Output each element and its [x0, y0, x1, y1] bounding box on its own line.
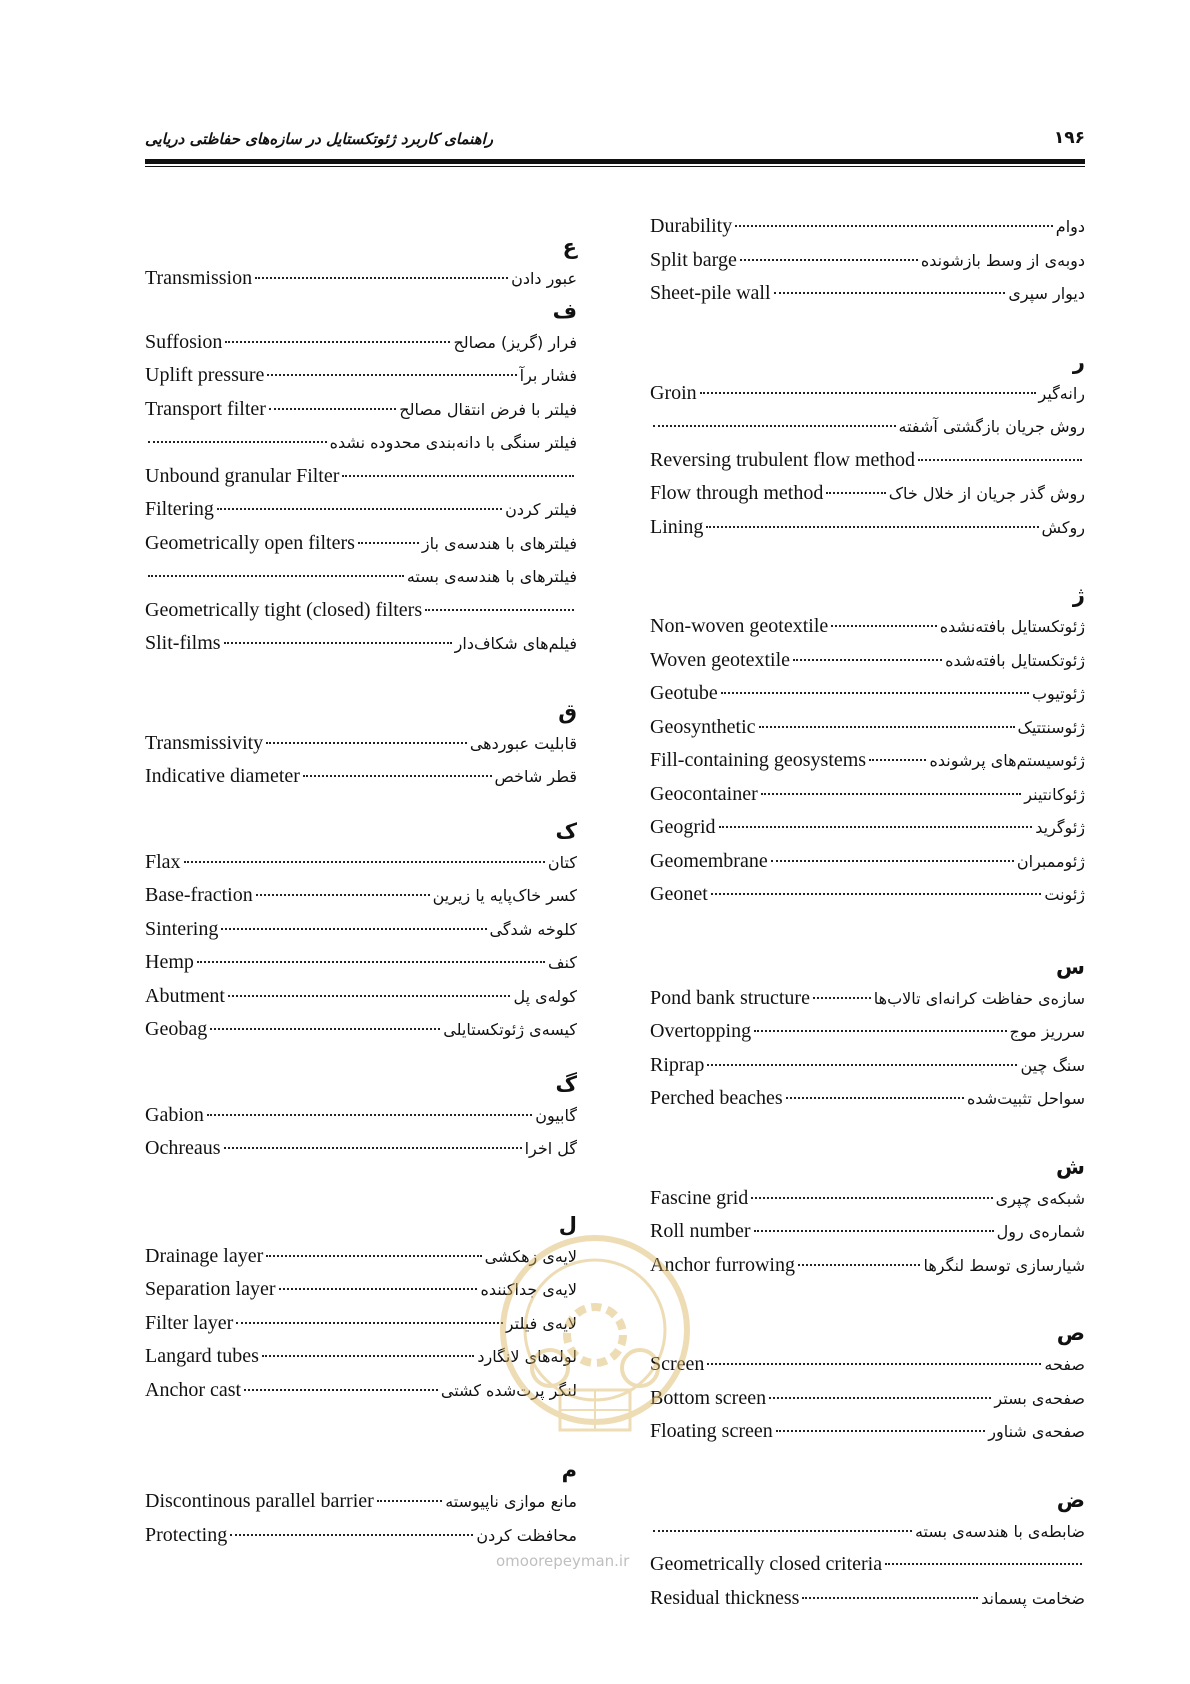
entry-english: Fill-containing geosystems — [650, 749, 867, 771]
entry-persian: ژئوسیستم‌های پرشونده — [929, 751, 1085, 770]
entry-english: Geotube — [650, 682, 718, 704]
entry-persian: لایه‌ی فیلتر — [505, 1313, 577, 1333]
leader-dots — [700, 391, 1036, 394]
section-letter: ق — [558, 699, 577, 724]
entry-english: Woven geotextile — [650, 648, 791, 671]
entry-english: Discontinous parallel barrier — [145, 1490, 374, 1512]
section-spacer — [145, 794, 577, 816]
entry-english: Roll number — [650, 1220, 751, 1242]
entry-persian: فیلترهای با هندسه‌ی باز — [421, 533, 577, 553]
entry-persian: فیلم‌های شکاف‌دار — [454, 634, 577, 653]
glossary-entry — [145, 1240, 577, 1274]
entry-persian: کتان — [547, 852, 577, 872]
leader-dots — [269, 407, 396, 410]
glossary-entry — [650, 1348, 1085, 1382]
entry-persian: عبور دادن — [511, 269, 577, 288]
entry-english: Geometrically tight (closed) filters — [145, 598, 423, 621]
glossary-entry — [145, 627, 577, 661]
entry-english: Transmissivity — [145, 731, 264, 754]
leader-dots — [255, 276, 508, 279]
glossary-entry — [145, 1485, 577, 1519]
glossary-entry — [650, 1582, 1085, 1616]
leader-dots — [148, 574, 404, 577]
entry-english: Perched beaches — [650, 1087, 783, 1109]
glossary-section — [650, 1449, 1085, 1616]
section-letter: ک — [555, 818, 577, 843]
entry-persian: ژئونت — [1044, 885, 1085, 904]
leader-dots — [707, 1362, 1041, 1365]
entry-english: Suffosion — [145, 330, 223, 353]
glossary-column-right — [650, 210, 1085, 1615]
glossary-entry — [145, 393, 577, 427]
section-spacer — [650, 311, 1085, 347]
glossary-section — [145, 1166, 577, 1408]
glossary-section — [650, 1282, 1085, 1449]
leader-dots — [793, 658, 942, 661]
glossary-entry — [145, 846, 577, 880]
entry-persian: فیلتر کردن — [505, 500, 577, 519]
entry-persian: دیوار سپری — [1008, 284, 1085, 303]
glossary-entry — [145, 527, 577, 561]
glossary-entry — [650, 1382, 1085, 1416]
entry-english: Hemp — [145, 951, 194, 973]
glossary-section — [650, 210, 1085, 311]
entry-persian: ضخامت پسماند — [981, 1588, 1085, 1608]
glossary-entry — [145, 980, 577, 1014]
section-letter: م — [561, 1458, 577, 1482]
entry-english: Filtering — [145, 498, 214, 520]
glossary-section — [650, 1116, 1085, 1283]
glossary-entry — [650, 677, 1085, 711]
glossary-entry — [650, 1548, 1085, 1582]
leader-dots — [831, 624, 936, 627]
leader-dots — [653, 424, 896, 427]
leader-dots — [798, 1263, 921, 1266]
glossary-entry — [145, 1013, 577, 1047]
glossary-section — [145, 296, 577, 661]
section-letter: گ — [555, 1071, 577, 1096]
leader-dots — [826, 491, 885, 494]
entry-persian: ژئوتکستایل بافته‌نشده — [939, 617, 1085, 636]
entry-english: Geosynthetic — [650, 715, 756, 738]
glossary-entry — [650, 210, 1085, 244]
entry-persian: روش گذر جریان از خلال خاک — [888, 484, 1085, 503]
entry-english: Separation layer — [145, 1278, 276, 1300]
leader-dots — [224, 641, 452, 644]
leader-dots — [266, 741, 467, 744]
header-rule-thin — [145, 166, 1085, 167]
leader-dots — [776, 1429, 985, 1432]
glossary-entry — [145, 426, 577, 460]
glossary-entry — [145, 1132, 577, 1166]
entry-persian: سازه‌ی حفاظت کرانه‌ای تالاب‌ها — [873, 988, 1085, 1008]
entry-english: Transmission — [145, 267, 253, 289]
glossary-entry — [650, 982, 1085, 1016]
entry-english: Anchor cast — [145, 1378, 242, 1401]
section-letter: ش — [1056, 1154, 1085, 1179]
entry-persian: فیلتر با فرض انتقال مصالح — [399, 399, 577, 419]
section-letter: ژ — [1072, 583, 1085, 607]
glossary-section — [650, 912, 1085, 1116]
section-spacer — [145, 1166, 577, 1210]
entry-persian: فیلتر سنگی با دانه‌بندی محدوده نشده — [329, 433, 577, 452]
entry-english: Slit-films — [145, 632, 221, 654]
leader-dots — [721, 691, 1029, 694]
entry-english: Indicative diameter — [145, 765, 300, 787]
leader-dots — [918, 458, 1082, 461]
glossary-entry — [145, 359, 577, 393]
glossary-entry — [650, 644, 1085, 678]
entry-english: Drainage layer — [145, 1244, 264, 1267]
section-letter: ع — [562, 235, 577, 259]
leader-dots — [425, 608, 574, 611]
entry-english: Sintering — [145, 917, 219, 940]
glossary-entry — [145, 1374, 577, 1408]
entry-persian: ژئوتیوب — [1031, 684, 1085, 703]
header-rule-thick — [145, 159, 1085, 164]
leader-dots — [869, 758, 926, 761]
leader-dots — [184, 860, 545, 863]
entry-english: Gabion — [145, 1103, 204, 1126]
section-letter: س — [1056, 954, 1085, 979]
glossary-entry — [145, 913, 577, 947]
watermark-site: omoorepeyman.ir — [496, 1552, 630, 1570]
entry-persian: گابیون — [535, 1105, 577, 1125]
leader-dots — [377, 1499, 442, 1502]
glossary-section — [145, 1047, 577, 1166]
entry-english: Split barge — [650, 248, 737, 271]
section-spacer — [650, 1116, 1085, 1152]
entry-persian: دوبه‌ی از وسط بازشونده — [920, 250, 1085, 270]
glossary-entry — [145, 560, 577, 594]
glossary-section — [145, 794, 577, 1047]
entry-persian: دوام — [1055, 217, 1085, 236]
entry-english: Residual thickness — [650, 1586, 800, 1609]
glossary-entry — [650, 410, 1085, 444]
glossary-column-left — [145, 210, 577, 1552]
entry-english: Abutment — [145, 984, 225, 1007]
entry-english: Unbound granular Filter — [145, 464, 340, 487]
glossary-entry — [650, 1015, 1085, 1049]
leader-dots — [236, 1321, 502, 1324]
entry-english: Pond bank structure — [650, 986, 810, 1009]
leader-dots — [244, 1388, 438, 1391]
glossary-entry — [650, 511, 1085, 545]
entry-english: Durability — [650, 215, 733, 237]
entry-persian: لایه‌ی زهکشی — [484, 1246, 577, 1266]
leader-dots — [230, 1533, 473, 1536]
glossary-entry — [145, 946, 577, 980]
leader-dots — [210, 1027, 440, 1030]
entry-english: Groin — [650, 381, 697, 404]
entry-english: Transport filter — [145, 397, 266, 420]
entry-persian: گل اخرا — [524, 1139, 577, 1158]
glossary-entry — [650, 1049, 1085, 1083]
leader-dots — [228, 994, 510, 997]
entry-english: Geonet — [650, 883, 708, 905]
entry-english: Anchor furrowing — [650, 1253, 795, 1276]
glossary-entry — [650, 711, 1085, 745]
glossary-entry — [145, 326, 577, 360]
leader-dots — [148, 440, 327, 443]
entry-persian: لنگر پرت‌شده کشتی — [440, 1380, 577, 1400]
entry-english: Geocontainer — [650, 782, 758, 805]
section-spacer — [145, 661, 577, 697]
leader-dots — [267, 373, 516, 376]
glossary-entry — [145, 594, 577, 628]
entry-persian: صفحه‌ی شناور — [988, 1422, 1085, 1441]
glossary-entry — [650, 610, 1085, 644]
entry-english: Uplift pressure — [145, 364, 265, 386]
entry-persian: محافظت کردن — [476, 1525, 577, 1545]
entry-persian: شیارسازی توسط لنگرها — [923, 1255, 1085, 1275]
entry-persian: سرریز موج — [1009, 1022, 1085, 1041]
section-spacer — [650, 1449, 1085, 1485]
leader-dots — [358, 541, 419, 544]
glossary-entry — [145, 1519, 577, 1553]
section-letter: ف — [552, 298, 577, 323]
entry-english: Riprap — [650, 1053, 705, 1076]
entry-persian: فیلترهای با هندسه‌ی بسته — [406, 567, 577, 586]
leader-dots — [754, 1029, 1006, 1032]
glossary-entry — [145, 760, 577, 794]
glossary-entry — [145, 460, 577, 494]
entry-persian: کیسه‌ی ژئوتکستایلی — [443, 1020, 577, 1039]
page-number: ۱۹۶ — [1053, 128, 1085, 148]
glossary-entry — [650, 377, 1085, 411]
entry-persian: رانه‌گیر — [1038, 383, 1085, 403]
entry-english: Non-woven geotextile — [650, 615, 829, 637]
section-spacer — [650, 912, 1085, 952]
entry-persian: شماره‌ی رول — [996, 1222, 1085, 1241]
glossary-entry — [145, 879, 577, 913]
entry-persian: قطر شاخص — [494, 767, 577, 786]
section-spacer — [650, 1282, 1085, 1318]
leader-dots — [719, 825, 1033, 828]
entry-english: Reversing trubulent flow method — [650, 448, 915, 471]
glossary-section — [145, 210, 577, 296]
entry-persian: فرار (گریز) مصالح — [453, 332, 577, 352]
glossary-entry — [650, 878, 1085, 912]
leader-dots — [769, 1396, 991, 1399]
leader-dots — [342, 474, 574, 477]
glossary-section — [145, 661, 577, 794]
leader-dots — [761, 792, 1022, 795]
entry-english: Bottom screen — [650, 1386, 767, 1409]
glossary-entry — [650, 1082, 1085, 1116]
entry-persian: کنف — [547, 953, 577, 972]
glossary-entry — [650, 277, 1085, 311]
glossary-entry — [650, 1415, 1085, 1449]
entry-persian: ضابطه‌ی با هندسه‌ی بسته — [914, 1521, 1085, 1541]
section-letter: ض — [1056, 1487, 1085, 1512]
entry-english: Floating screen — [650, 1420, 773, 1442]
leader-dots — [225, 340, 450, 343]
entry-english: Sheet-pile wall — [650, 282, 771, 304]
glossary-section — [650, 311, 1085, 545]
leader-dots — [735, 224, 1053, 227]
section-letter: ر — [1072, 349, 1085, 374]
entry-persian: روش جریان بازگشتی آشفته — [898, 417, 1085, 436]
leader-dots — [207, 1113, 532, 1116]
entry-english: Fascine grid — [650, 1186, 749, 1209]
leader-dots — [786, 1096, 964, 1099]
glossary-entry — [650, 1182, 1085, 1216]
entry-persian: صفحه‌ی بستر — [994, 1388, 1085, 1408]
glossary-entry — [145, 1099, 577, 1133]
glossary-entry — [650, 778, 1085, 812]
entry-english: Geometrically open filters — [145, 531, 355, 554]
leader-dots — [706, 525, 1038, 528]
glossary-entry — [650, 1249, 1085, 1283]
glossary-entry — [650, 244, 1085, 278]
glossary-entry — [650, 1215, 1085, 1249]
entry-persian: لوله‌های لانگارد — [477, 1347, 577, 1366]
leader-dots — [256, 893, 430, 896]
entry-persian: سواحل تثبیت‌شده — [966, 1089, 1085, 1108]
glossary-entry — [145, 1273, 577, 1307]
entry-persian: صفحه — [1044, 1355, 1085, 1374]
entry-english: Base-fraction — [145, 884, 253, 906]
leader-dots — [217, 507, 502, 510]
section-letter: ص — [1056, 1321, 1085, 1345]
leader-dots — [774, 291, 1006, 294]
leader-dots — [885, 1562, 1082, 1565]
entry-english: Flow through method — [650, 482, 824, 504]
leader-dots — [771, 859, 1014, 862]
glossary-section — [650, 544, 1085, 912]
glossary-entry — [650, 477, 1085, 511]
entry-persian: کوله‌ی پل — [513, 986, 577, 1006]
entry-english: Ochreaus — [145, 1137, 221, 1159]
entry-persian: ژئوسنتتیک — [1017, 717, 1085, 737]
leader-dots — [759, 725, 1015, 728]
leader-dots — [754, 1229, 994, 1232]
entry-english: Screen — [650, 1353, 705, 1375]
entry-persian: ژئوگرید — [1035, 818, 1085, 837]
entry-english: Geobag — [145, 1018, 208, 1040]
leader-dots — [279, 1287, 478, 1290]
entry-english: Geogrid — [650, 816, 716, 838]
glossary-entry — [650, 744, 1085, 778]
leader-dots — [813, 996, 871, 999]
entry-english: Lining — [650, 515, 704, 538]
section-spacer — [145, 210, 577, 232]
leader-dots — [224, 1146, 522, 1149]
glossary-entry — [650, 845, 1085, 879]
entry-persian: شبکه‌ی چپری — [995, 1188, 1085, 1208]
glossary-section — [145, 1407, 577, 1552]
leader-dots — [653, 1529, 912, 1532]
entry-persian: روکش — [1041, 517, 1085, 537]
leader-dots — [740, 258, 918, 261]
glossary-entry — [145, 493, 577, 527]
entry-persian: لایه‌ی جداکننده — [480, 1280, 577, 1299]
leader-dots — [221, 927, 486, 930]
glossary-entry — [145, 262, 577, 296]
glossary-entry — [650, 1515, 1085, 1549]
entry-persian: قابلیت عبوردهی — [469, 733, 577, 753]
entry-persian: مانع موازی ناپیوسته — [445, 1492, 577, 1511]
entry-english: Filter layer — [145, 1311, 234, 1334]
leader-dots — [707, 1063, 1017, 1066]
glossary-entry — [145, 1340, 577, 1374]
leader-dots — [266, 1254, 481, 1257]
entry-english: Geometrically closed criteria — [650, 1553, 883, 1575]
section-spacer — [145, 1407, 577, 1455]
leader-dots — [751, 1196, 992, 1199]
running-title: راهنمای کاربرد ژئوتکستایل در سازه‌های حفاظتی دریایی — [145, 130, 494, 148]
entry-persian: فشار برآ — [519, 366, 577, 385]
leader-dots — [802, 1596, 978, 1599]
glossary-entry — [650, 444, 1085, 478]
leader-dots — [197, 960, 545, 963]
entry-persian: کسر خاک‌پایه یا زیرین — [432, 886, 577, 905]
entry-persian: سنگ چین — [1020, 1055, 1085, 1075]
entry-english: Flax — [145, 850, 181, 873]
leader-dots — [303, 774, 492, 777]
leader-dots — [711, 892, 1042, 895]
entry-english: Langard tubes — [145, 1345, 259, 1367]
entry-persian: ژئوممبران — [1016, 851, 1085, 871]
entry-english: Overtopping — [650, 1020, 752, 1042]
glossary-entry — [145, 1307, 577, 1341]
entry-persian: کلوخه شدگی — [489, 919, 577, 939]
entry-english: Geomembrane — [650, 849, 768, 872]
entry-persian: ژئوتکستایل بافته‌شده — [945, 650, 1085, 670]
entry-english: Protecting — [145, 1523, 228, 1546]
entry-persian: ژئوکانتینر — [1024, 784, 1085, 804]
glossary-entry — [650, 811, 1085, 845]
glossary-entry — [145, 727, 577, 761]
section-spacer — [650, 544, 1085, 580]
section-letter: ل — [558, 1212, 577, 1237]
section-spacer — [145, 1047, 577, 1069]
leader-dots — [262, 1354, 474, 1357]
